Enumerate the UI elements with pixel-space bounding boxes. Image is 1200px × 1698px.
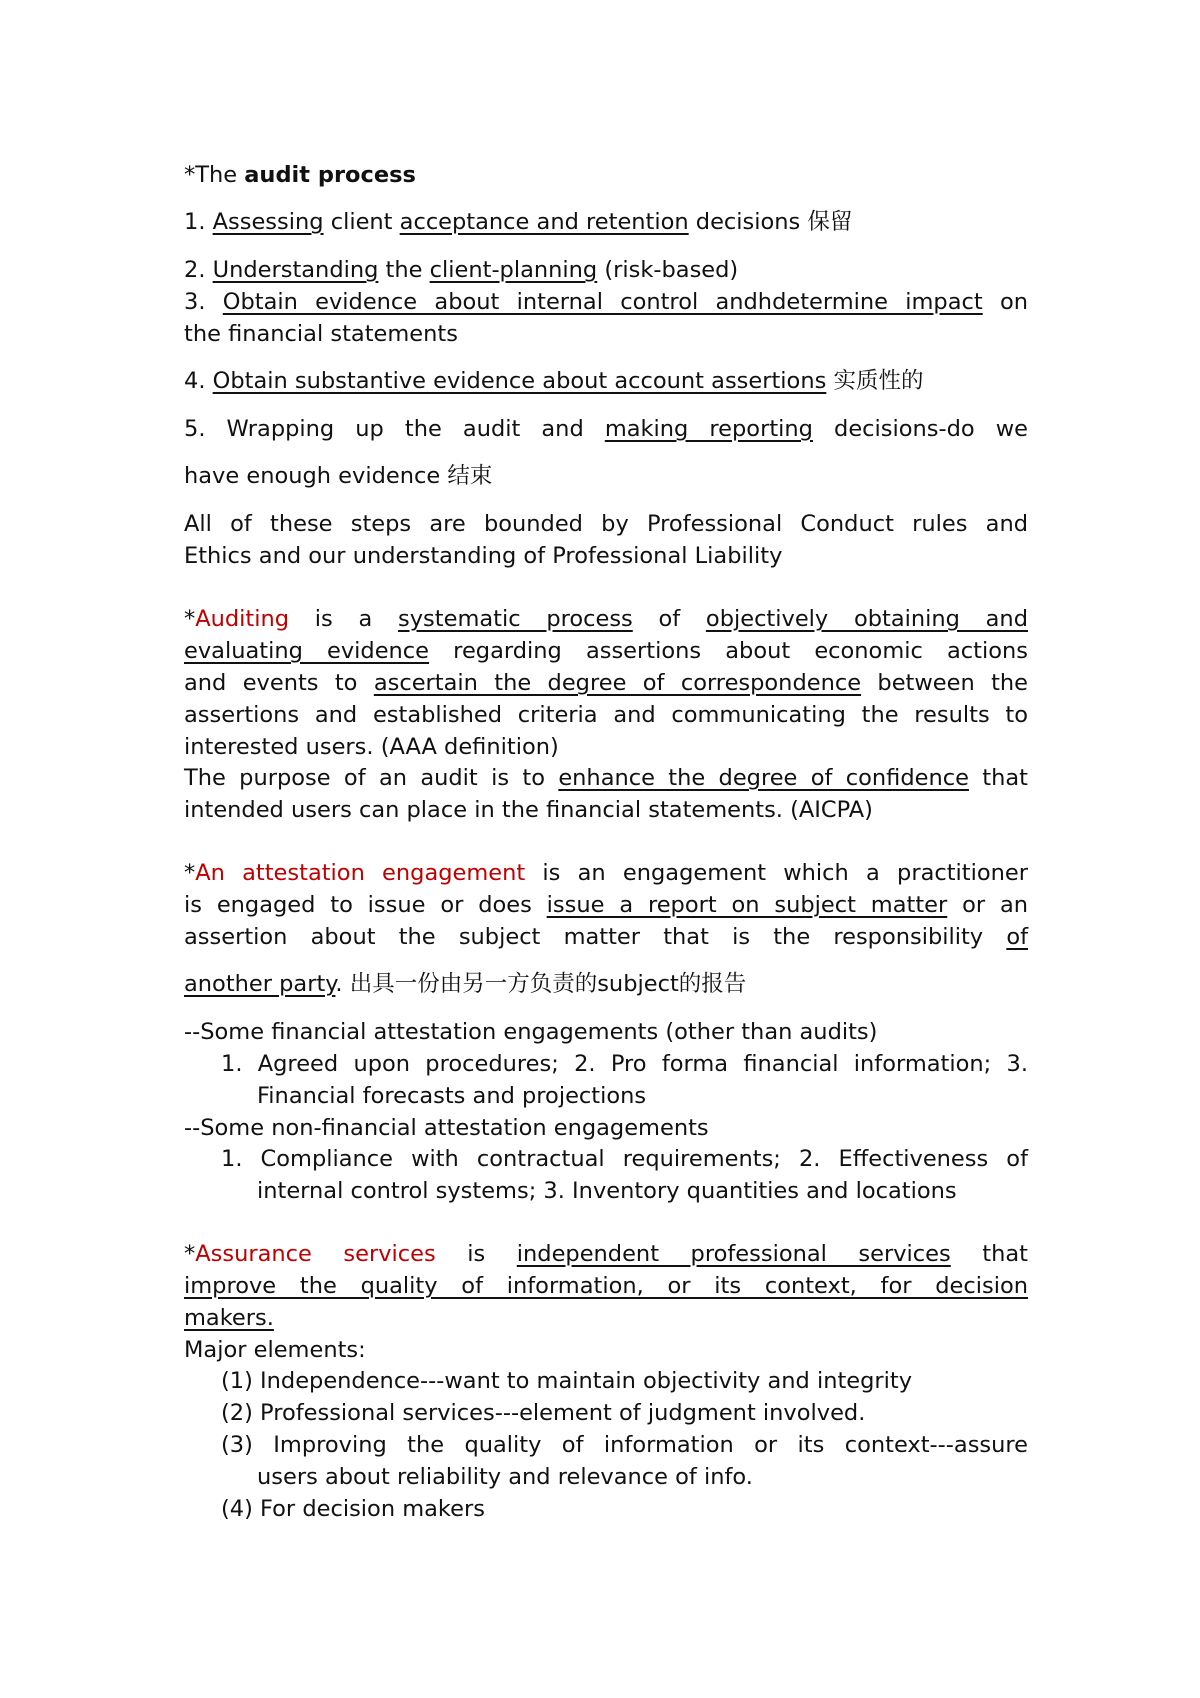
nonfinancial-attestation-item: 1. Compliance with contractual requirements; 2. Effectiveness of bbox=[221, 1146, 1028, 1172]
major-elements-heading: Major elements: bbox=[184, 1337, 366, 1363]
assurance-definition-line: improve the quality of information, or its context, for decision bbox=[184, 1273, 1028, 1299]
bounded-text-cont: Ethics and our understanding of Professional Liability bbox=[184, 543, 783, 569]
financial-attestation-heading: --Some financial attestation engagements (other than audits) bbox=[184, 1019, 878, 1045]
audit-step-5-cont: have enough evidence 结束 bbox=[184, 463, 493, 489]
audit-process-title: *The audit process bbox=[184, 162, 416, 188]
assurance-definition-line: makers. bbox=[184, 1305, 274, 1331]
attestation-definition-line: another party. 出具一份由另一方负责的subject的报告 bbox=[184, 971, 747, 997]
auditing-definition-line: interested users. (AAA definition) bbox=[184, 734, 559, 760]
auditing-definition-line: and events to ascertain the degree of correspondence between the bbox=[184, 670, 1028, 696]
financial-attestation-item: 1. Agreed upon procedures; 2. Pro forma financial information; 3. bbox=[221, 1051, 1028, 1077]
major-element-item: (2) Professional services---element of judgment involved. bbox=[221, 1400, 866, 1426]
attestation-definition-line: is engaged to issue or does issue a report on subject matter or an bbox=[184, 892, 1029, 918]
auditing-definition: *Auditing is a systematic process of objectively obtaining and bbox=[184, 606, 1028, 632]
audit-purpose-cont: intended users can place in the financial statements. (AICPA) bbox=[184, 797, 873, 823]
auditing-definition-line: assertions and established criteria and communicating the results to bbox=[184, 702, 1028, 728]
audit-step-5: 5. Wrapping up the audit and making reporting decisions-do we bbox=[184, 416, 1029, 442]
assurance-definition: *Assurance services is independent professional services that bbox=[184, 1241, 1028, 1267]
major-element-item: (4) For decision makers bbox=[221, 1496, 485, 1522]
audit-purpose: The purpose of an audit is to enhance the degree of confidence that bbox=[184, 765, 1028, 791]
major-element-item: (3) Improving the quality of information or its context---assure bbox=[221, 1432, 1028, 1458]
auditing-definition-line: evaluating evidence regarding assertions about economic actions bbox=[184, 638, 1028, 664]
audit-step-1: 1. Assessing client acceptance and retention decisions 保留 bbox=[184, 209, 853, 235]
attestation-definition-line: assertion about the subject matter that is the responsibility of bbox=[184, 924, 1028, 950]
financial-attestation-item: Financial forecasts and projections bbox=[257, 1083, 647, 1109]
audit-step-2: 2. Understanding the client-planning (risk-based) bbox=[184, 257, 739, 283]
audit-step-4: 4. Obtain substantive evidence about account assertions 实质性的 bbox=[184, 368, 924, 394]
major-element-item: (1) Independence---want to maintain objectivity and integrity bbox=[221, 1368, 913, 1394]
attestation-definition: *An attestation engagement is an engagement which a practitioner bbox=[184, 860, 1028, 886]
nonfinancial-attestation-heading: --Some non-financial attestation engagements bbox=[184, 1115, 709, 1141]
audit-step-3-cont: the financial statements bbox=[184, 321, 458, 347]
nonfinancial-attestation-item: internal control systems; 3. Inventory quantities and locations bbox=[257, 1178, 957, 1204]
audit-step-3: 3. Obtain evidence about internal control andhdetermine impact on bbox=[184, 289, 1029, 315]
major-element-item: users about reliability and relevance of info. bbox=[257, 1464, 753, 1490]
bounded-text: All of these steps are bounded by Professional Conduct rules and bbox=[184, 511, 1028, 537]
